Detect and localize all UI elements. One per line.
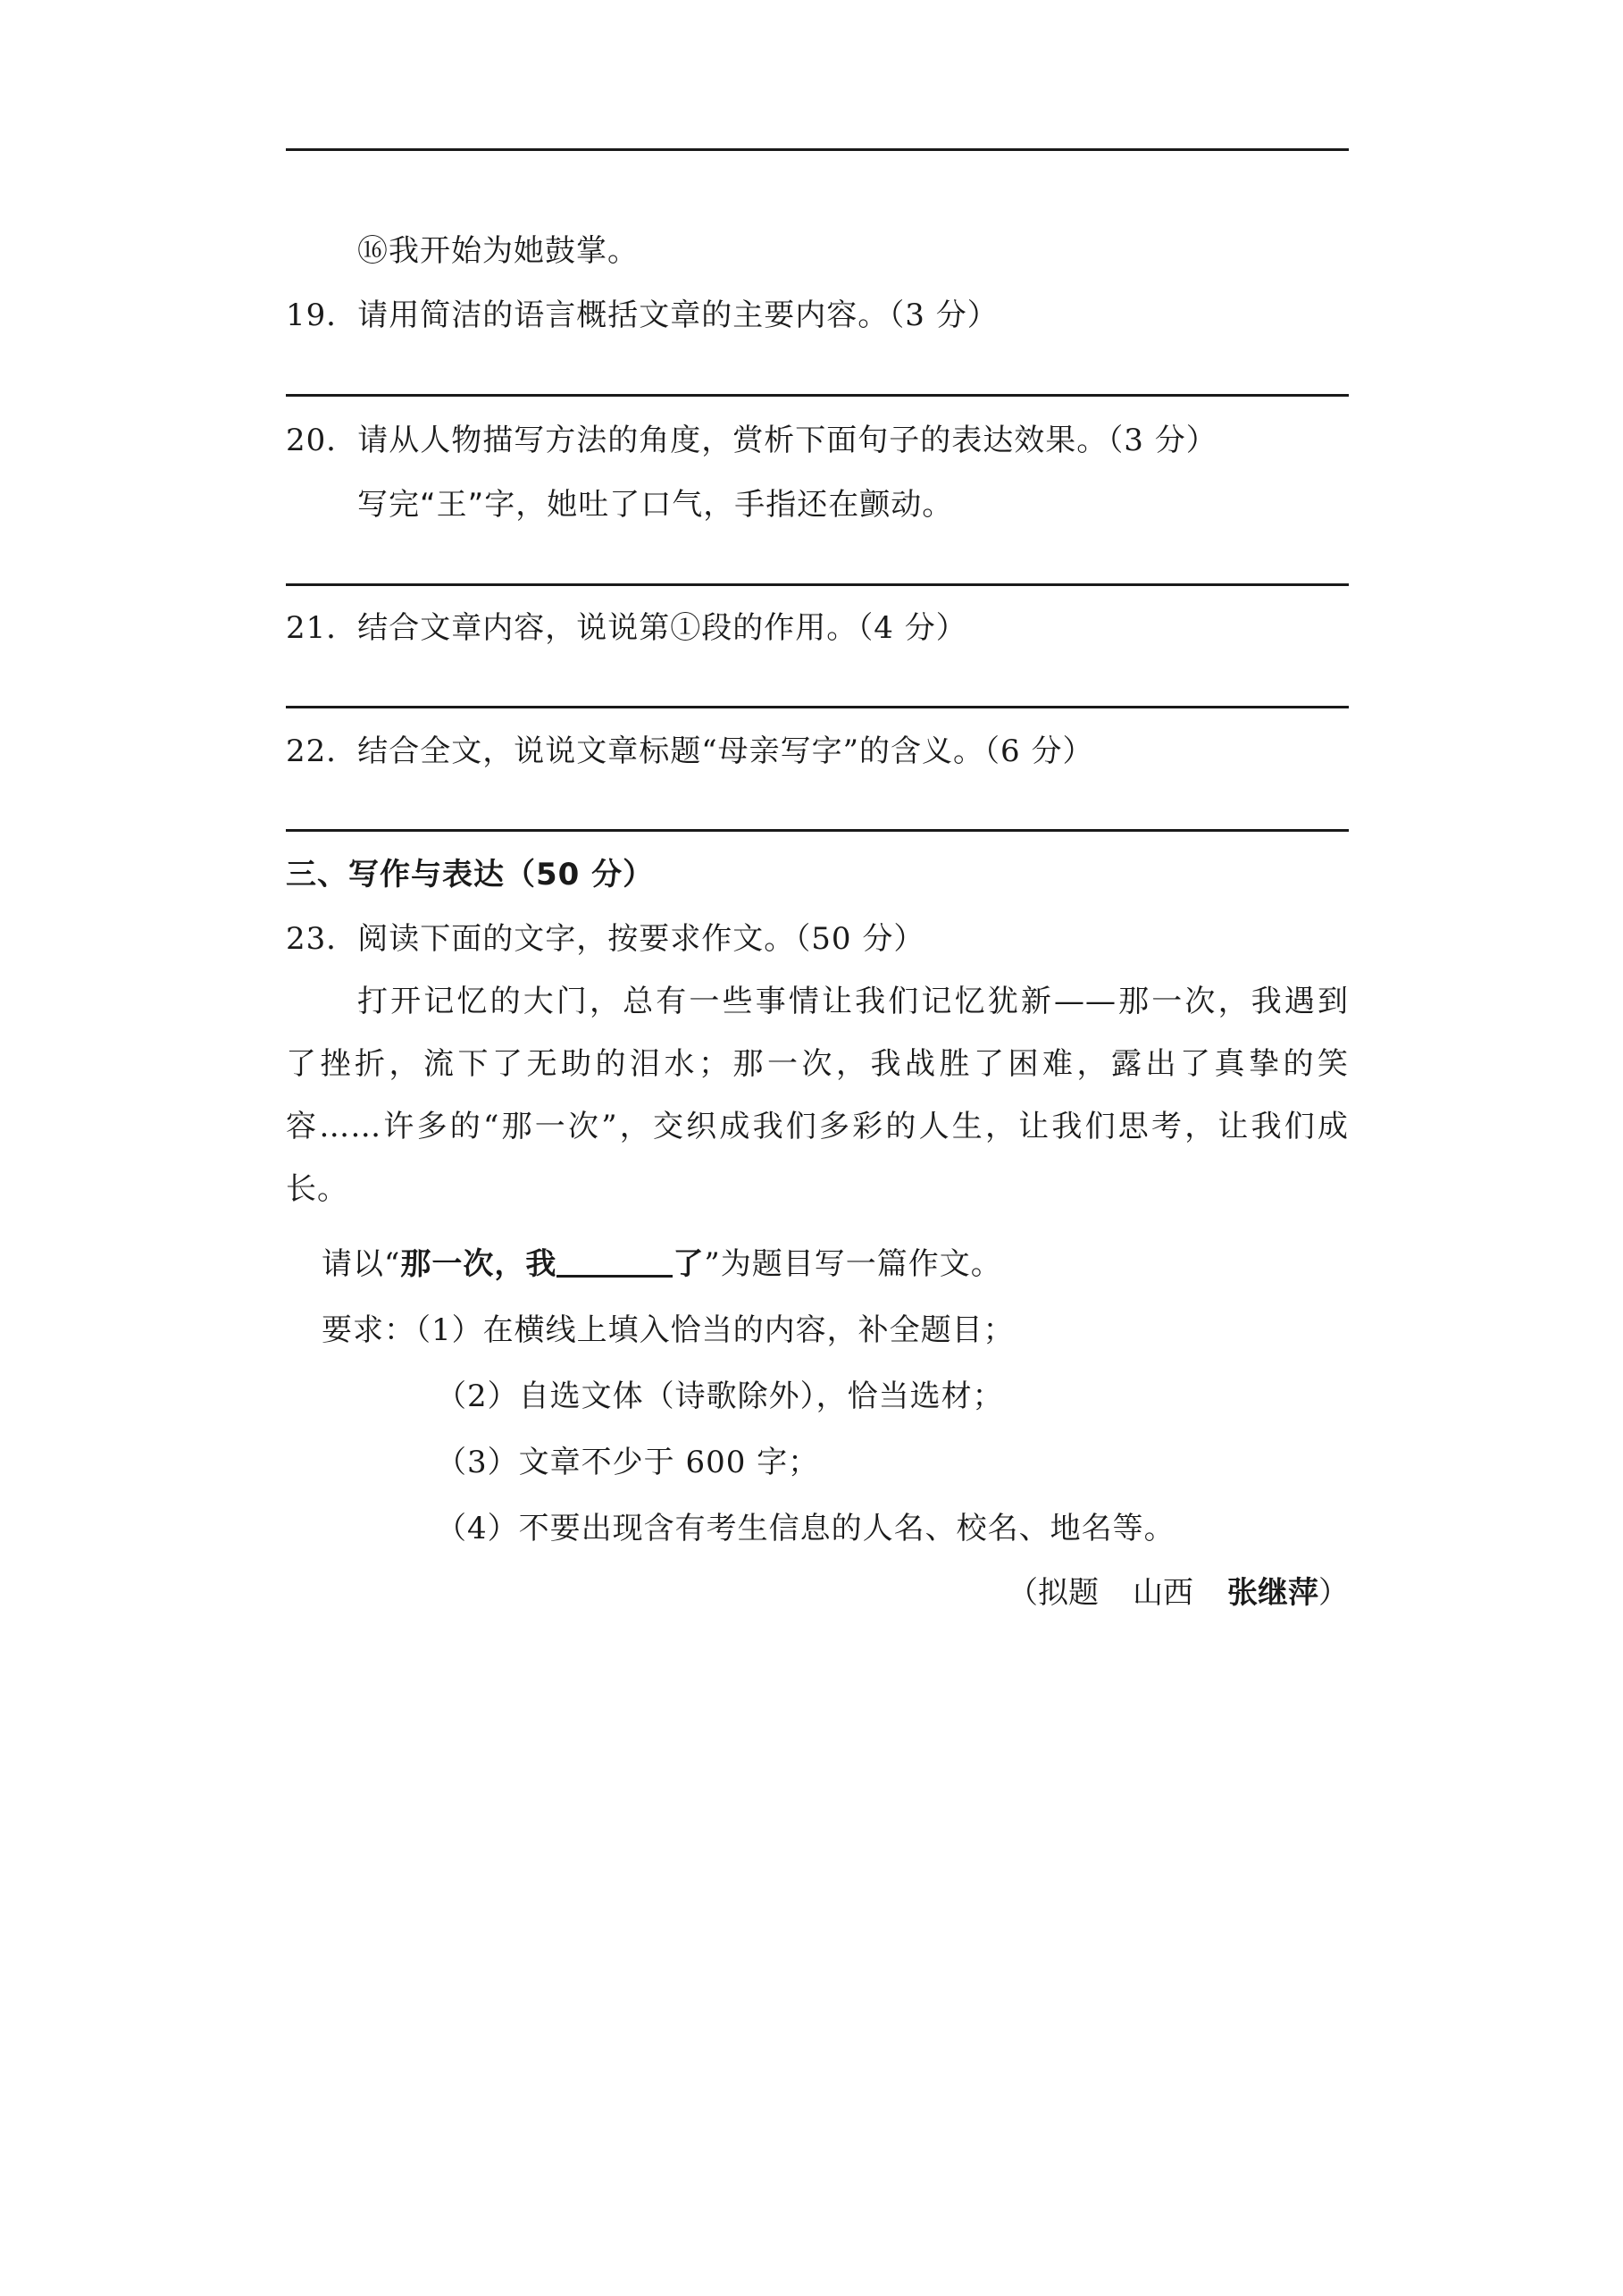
credit-author-name: 张继萍 [1227, 1575, 1318, 1611]
author-credit [1008, 1572, 1349, 1613]
essay-title-part-a: 那一次，我 [400, 1246, 557, 1282]
answer-line-20 [286, 583, 1349, 586]
prompt-line-4: 长。 [286, 1171, 348, 1207]
prompt-line-3: 容……许多的“那一次”，交织成我们多彩的人生，让我们思考，让我们成 [286, 1109, 1349, 1144]
title-instruction-prefix: 请以“ [322, 1246, 401, 1282]
question-21: 21．结合文章内容，说说第①段的作用。（4 分） [286, 610, 967, 646]
requirement-3: （3）文章不少于 600 字； [436, 1445, 820, 1480]
requirement-2: （2）自选文体（诗歌除外），恰当选材； [436, 1378, 1004, 1414]
answer-line-19 [286, 394, 1349, 397]
prompt-line-1: 打开记忆的大门，总有一些事情让我们记忆犹新——那一次，我遇到 [357, 984, 1349, 1019]
paragraph-16: ⑯我开始为她鼓掌。 [357, 233, 639, 269]
credit-close: ） [1318, 1575, 1349, 1611]
title-instruction [322, 1244, 1349, 1285]
requirement-4: （4）不要出现含有考生信息的人名、校名、地名等。 [436, 1511, 1175, 1546]
answer-line-22 [286, 829, 1349, 832]
question-22-suffix: ”的含义。（6 分） [842, 733, 1094, 769]
top-rule [286, 148, 1349, 151]
question-23: 23．阅读下面的文字，按要求作文。（50 分） [286, 921, 925, 957]
section-3-heading: 三、写作与表达（50 分） [286, 857, 655, 892]
essay-title-blank [556, 1244, 673, 1278]
question-22-title: 母亲写字 [717, 733, 843, 769]
answer-line-21 [286, 706, 1349, 708]
requirement-1: 要求：（1）在横线上填入恰当的内容，补全题目； [322, 1312, 1015, 1348]
credit-region: 山西 [1133, 1575, 1193, 1611]
question-22 [286, 731, 1349, 772]
question-19: 19．请用简洁的语言概括文章的主要内容。（3 分） [286, 297, 999, 333]
prompt-line-2: 了挫折，流下了无助的泪水；那一次，我战胜了困难，露出了真挚的笑 [286, 1046, 1349, 1082]
question-20: 20．请从人物描写方法的角度，赏析下面句子的表达效果。（3 分） [286, 423, 1217, 458]
essay-title-part-b: 了 [673, 1246, 705, 1282]
credit-label: （拟题 [1008, 1575, 1099, 1611]
question-22-prefix: 22．结合全文，说说文章标题“ [286, 733, 718, 769]
title-instruction-suffix: ”为题目写一篇作文。 [704, 1246, 1002, 1282]
question-20-quote: 写完“王”字，她吐了口气，手指还在颤动。 [357, 487, 954, 523]
